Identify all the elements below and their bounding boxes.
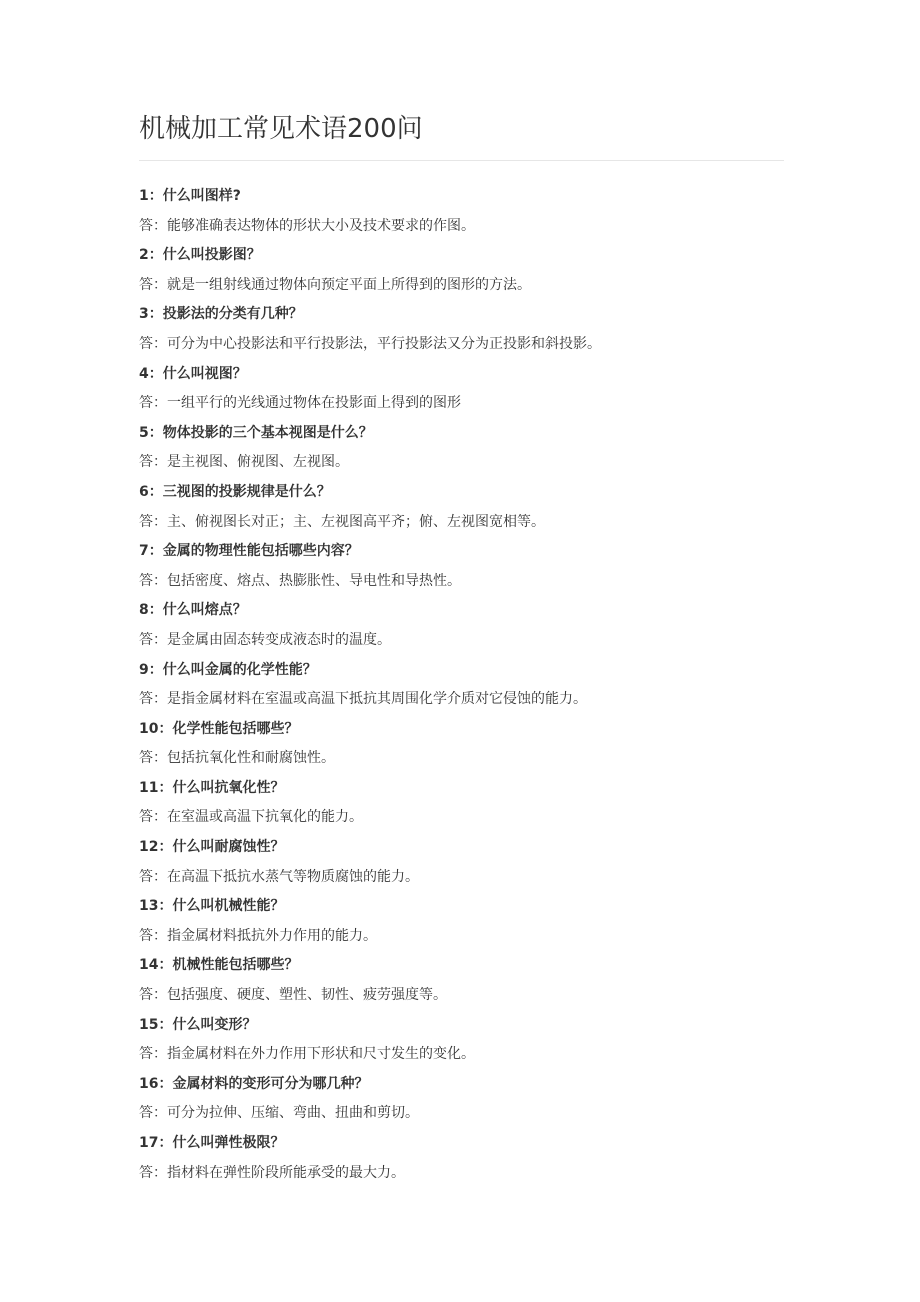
question-text: 15：什么叫变形？	[139, 1016, 257, 1033]
question-text: 17：什么叫弹性极限？	[139, 1135, 285, 1151]
qa-item	[139, 892, 784, 951]
question-text: 14：机械性能包括哪些？	[139, 957, 299, 974]
question-text: 8：什么叫熔点？	[139, 602, 247, 619]
qa-item	[139, 360, 784, 419]
answer-text: 答：包括抗氧化性和耐腐蚀性。	[139, 750, 335, 767]
question-text: 12：什么叫耐腐蚀性？	[139, 839, 285, 856]
answer-text: 答：是金属由固态转变成液态时的温度。	[139, 631, 391, 648]
document-title: 机械加工常见术语200问	[139, 114, 423, 144]
answer-text: 答：一组平行的光线通过物体在投影面上得到的图形	[139, 395, 461, 412]
qa-list	[139, 182, 784, 1188]
answer-text: 答：主、俯视图长对正；主、左视图高平齐；俯、左视图宽相等。	[139, 513, 545, 530]
qa-item	[139, 300, 784, 359]
question-text: 6：三视图的投影规律是什么？	[139, 483, 331, 500]
question-text: 2：什么叫投影图？	[139, 247, 261, 264]
qa-item	[139, 774, 784, 833]
answer-text: 答：是指金属材料在室温或高温下抵抗其周围化学介质对它侵蚀的能力。	[139, 691, 587, 708]
qa-item	[139, 537, 784, 596]
answer-text: 答：指材料在弹性阶段所能承受的最大力。	[139, 1164, 405, 1181]
answer-text: 答：能够准确表达物体的形状大小及技术要求的作图。	[139, 217, 475, 234]
question-text: 3：投影法的分类有几种？	[139, 306, 303, 323]
qa-item	[139, 656, 784, 715]
qa-item	[139, 1129, 784, 1188]
title-divider	[139, 160, 784, 161]
qa-item	[139, 596, 784, 655]
answer-text: 答：在高温下抵抗水蒸气等物质腐蚀的能力。	[139, 868, 419, 885]
question-text: 4：什么叫视图？	[139, 365, 247, 382]
question-text: 1：什么叫图样?	[139, 188, 241, 204]
answer-text: 答：指金属材料在外力作用下形状和尺寸发生的变化。	[139, 1046, 475, 1063]
qa-item	[139, 833, 784, 892]
qa-item	[139, 715, 784, 774]
answer-text: 答：在室温或高温下抗氧化的能力。	[139, 809, 363, 826]
qa-item	[139, 951, 784, 1010]
question-text: 7：金属的物理性能包括哪些内容？	[139, 543, 359, 560]
question-text: 10：化学性能包括哪些？	[139, 720, 299, 737]
qa-item	[139, 419, 784, 478]
qa-item	[139, 182, 784, 241]
question-text: 5：物体投影的三个基本视图是什么？	[139, 424, 373, 441]
question-text: 13：什么叫机械性能？	[139, 898, 285, 915]
qa-item	[139, 1070, 784, 1129]
qa-item	[139, 478, 784, 537]
answer-text: 答：是主视图、俯视图、左视图。	[139, 454, 349, 471]
answer-text: 答：就是一组射线通过物体向预定平面上所得到的图形的方法。	[139, 276, 531, 293]
question-text: 9：什么叫金属的化学性能？	[139, 661, 317, 678]
answer-text: 答：可分为拉伸、压缩、弯曲、扭曲和剪切。	[139, 1105, 419, 1122]
answer-text: 答：可分为中心投影法和平行投影法，平行投影法又分为正投影和斜投影。	[139, 335, 601, 352]
question-text: 11：什么叫抗氧化性？	[139, 779, 285, 796]
qa-item	[139, 241, 784, 300]
qa-item	[139, 1011, 784, 1070]
answer-text: 答：包括密度、熔点、热膨胀性、导电性和导热性。	[139, 572, 461, 589]
answer-text: 答：指金属材料抵抗外力作用的能力。	[139, 927, 377, 944]
question-text: 16：金属材料的变形可分为哪几种？	[139, 1075, 369, 1092]
answer-text: 答：包括强度、硬度、塑性、韧性、疲劳强度等。	[139, 987, 447, 1004]
